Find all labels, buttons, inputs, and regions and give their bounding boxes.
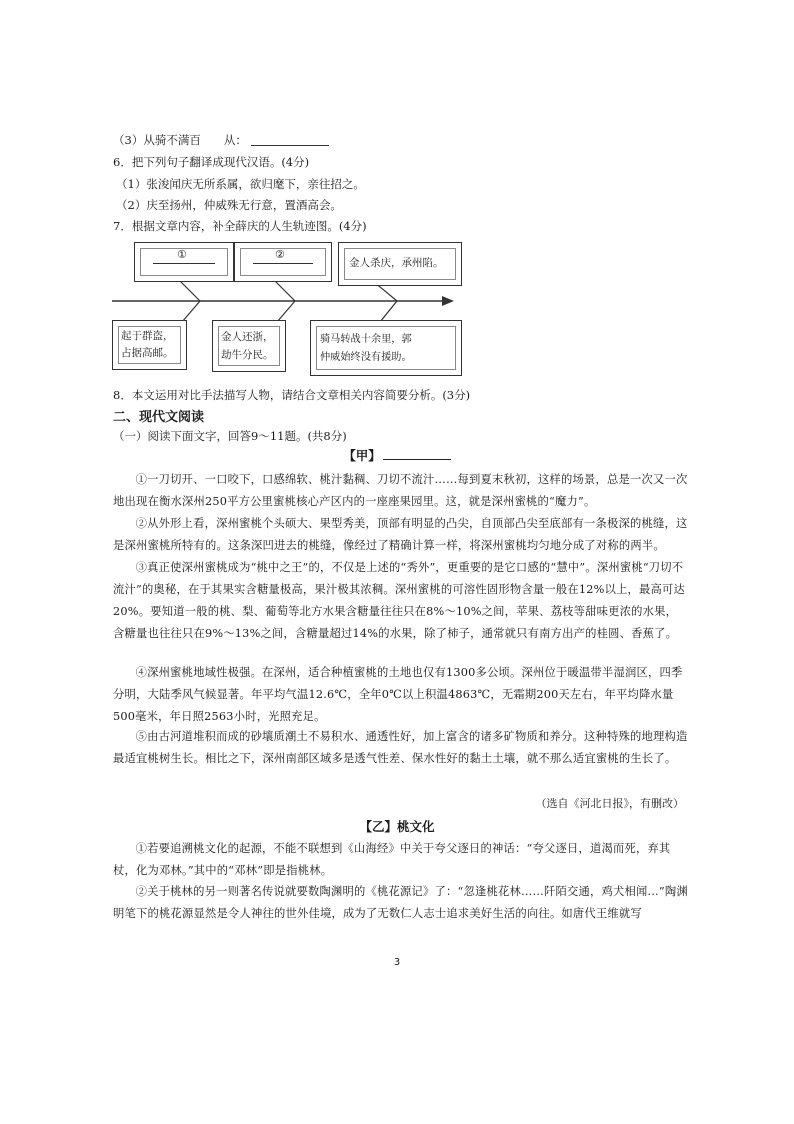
jia-title-blank[interactable] [383, 448, 451, 460]
yi-paragraph-2: ②关于桃林的另一则著名传说就要数陶渊明的《桃花源记》了：“忽逢桃花林……阡陌交通，鸡犬相闻…”陶渊明笔下的桃花源显然是令人神往的世外佳境，成为了无数仁人志士追求美好生活的向往。如唐代王维就写 [113, 885, 688, 920]
question-5-3-text: （3）从骑不满百 从： [113, 133, 247, 147]
circled-number-2: ② [275, 248, 285, 261]
trajectory-box-4 [112, 320, 187, 370]
section-title: 二、现代文阅读 [113, 410, 205, 425]
jia-title [0, 446, 794, 464]
yi-title: 【乙】桃文化 [359, 819, 435, 834]
question-6-2: （2）庆至扬州，仲威殊无行意，置酒高会。 [116, 198, 342, 212]
box-5-line-1: 金人还浙， [221, 331, 274, 343]
jia-paragraph-5: ⑤由古河道堆积而成的砂壤质潮土不易积水、通透性好，加上富含的诸多矿物质和养分。这种特殊的地理构造最适宜桃树生长。相比之下，深州南部区域多是透气性差、保水性好的黏土土壤，就不那么适宜蜜桃的生长了。 [113, 730, 688, 765]
box-5-line-2: 劫牛分民。 [221, 349, 274, 361]
trajectory-box-6 [310, 320, 462, 376]
question-6-1: （1）张浚闻庆无所系属，欲归麾下，亲往招之。 [116, 177, 365, 191]
life-trajectory-diagram [112, 240, 472, 382]
question-8: 8．本文运用对比手法描写人物，请结合文章相关内容简要分析。(3分) [113, 388, 471, 402]
box-6-line-2: 仲威始终没有援助。 [320, 352, 412, 363]
jia-source: （选自《河北日报》，有删改） [535, 797, 684, 810]
jia-paragraph-4: ④深州蜜桃地域性极强。在深州，适合种植蜜桃的土地也仅有1300多公顷。深州位于暖温带半湿润区，四季分明，大陆季风气候显著。年平均气温12.6℃，全年0℃以上积温4863℃，无霜期200天左右，年平均降水量500毫米，年日照2563小时，光照充足。 [113, 666, 683, 723]
box-3-text: 金人杀庆，承州陷。 [349, 257, 444, 269]
jia-title-label: 【甲】 [343, 448, 381, 463]
jia-paragraph-3: ③真正使深州蜜桃成为“桃中之王”的，不仅是上述的“秀外”，更重要的是它口感的“慧中”。深州蜜桃“刀切不流汁”的奥秘，在于其果实含糖量极高，果汁极其浓稠。深州蜜桃的可溶性固形物含量一般在12%以上，最高可达20%。要知道一般的桃、梨、葡萄等北方水果含糖量往往只在8%～10%之间，苹果、荔枝等甜味更浓的水果，含糖量也往往只在9%～13%之间，含糖量超过14%的水果，除了柿子，通常就只有南方出产的桂圆、香蕉了。 [113, 561, 686, 640]
jia-paragraph-1: ①一刀切开、一口咬下，口感绵软、桃汁黏稠、刀切不流汁……每到夏末秋初，这样的场景，总是一次又一次地出现在衡水深州250平方公里蜜桃核心产区内的一座座果园里。这，就是深州蜜桃的“魔力”。 [113, 473, 688, 508]
trajectory-box-5 [212, 320, 286, 372]
box-4-line-2: 占据高邮。 [121, 347, 174, 359]
yi-paragraph-1: ①若要追溯桃文化的起源，不能不联想到《山海经》中关于夸父逐日的神话：“夸父逐日，道渴而死，弃其杖，化为邓林。”其中的“邓林”即是指桃林。 [113, 842, 671, 877]
answer-blank-5-3[interactable] [251, 133, 329, 146]
reading-intro: （一）阅读下面文字，回答9～11题。(共8分) [113, 429, 347, 443]
circled-number-1: ① [177, 248, 187, 261]
question-7: 7．根据文章内容，补全薛庆的人生轨迹图。(4分) [113, 219, 367, 233]
question-6: 6．把下列句子翻译成现代汉语。(4分) [113, 155, 310, 169]
jia-paragraph-2: ②从外形上看，深州蜜桃个头硕大、果型秀美，顶部有明显的凸尖，自顶部凸尖至底部有一条极深的桃缝，这是深州蜜桃所特有的。这条深凹进去的桃缝，像经过了精确计算一样，将深州蜜桃均匀地分成了对称的两半。 [113, 517, 688, 552]
trajectory-box-2 [234, 242, 332, 282]
box-4-line-1: 起于群盗， [121, 330, 174, 342]
box-6-line-1: 骑马转战十余里，郭 [320, 334, 412, 345]
trajectory-box-1 [134, 242, 234, 282]
question-5-3 [113, 132, 329, 148]
page-number: 3 [393, 957, 401, 968]
trajectory-box-3 [338, 242, 462, 286]
